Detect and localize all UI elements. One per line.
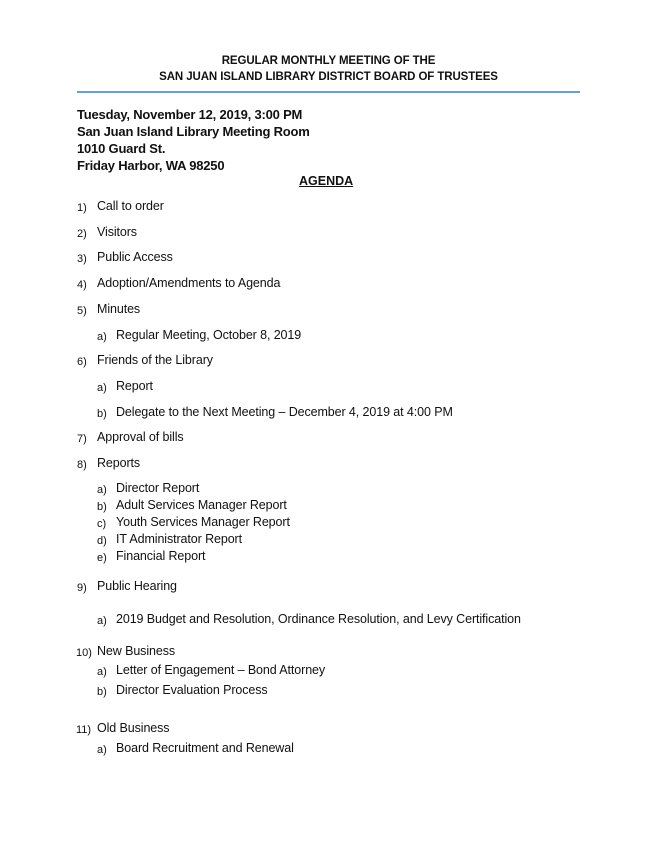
sub-item-delegate: Delegate to the Next Meeting – December 4, 2019 at 4:00 PM (116, 405, 453, 419)
agenda-item-approval-of-bills: Approval of bills (97, 430, 184, 444)
agenda-item-old-business: Old Business (97, 721, 170, 735)
item-number: 3) (77, 253, 87, 265)
item-number: 1) (77, 202, 87, 214)
sub-item-board-recruitment: Board Recruitment and Renewal (116, 741, 294, 755)
agenda-item-public-hearing: Public Hearing (97, 579, 177, 593)
sub-item-budget-resolution: 2019 Budget and Resolution, Ordinance Resolution, and Levy Certification (116, 612, 521, 626)
document-title-line1: REGULAR MONTHLY MEETING OF THE (221, 55, 436, 67)
sub-item-letter: d) (97, 535, 107, 547)
document-title-line2: SAN JUAN ISLAND LIBRARY DISTRICT BOARD OF TRUSTEES (159, 71, 498, 83)
agenda-item-friends: Friends of the Library (97, 353, 213, 367)
sub-item-letter: e) (97, 552, 107, 564)
sub-item-letter: a) (97, 666, 107, 678)
meeting-date-time: Tuesday, November 12, 2019, 3:00 PM (77, 107, 303, 122)
sub-item-letter: c) (97, 518, 107, 530)
agenda-item-visitors: Visitors (97, 225, 137, 239)
agenda-item-minutes: Minutes (97, 302, 141, 316)
agenda-heading: AGENDA (299, 174, 354, 188)
sub-item-letter: a) (97, 331, 107, 343)
sub-item-report: Report (116, 379, 153, 393)
sub-item-director-report: Director Report (116, 481, 200, 495)
item-number: 5) (77, 305, 87, 317)
item-number: 6) (77, 356, 87, 368)
sub-item-youth-services: Youth Services Manager Report (116, 515, 290, 529)
sub-item-adult-services: Adult Services Manager Report (116, 498, 287, 512)
item-number: 2) (77, 228, 87, 240)
title-divider (77, 91, 580, 93)
sub-item-letter: a) (97, 744, 107, 756)
sub-item-letter: a) (97, 615, 107, 627)
item-number: 4) (77, 279, 87, 291)
sub-item-letter: b) (97, 686, 107, 698)
sub-item-director-evaluation: Director Evaluation Process (116, 683, 268, 697)
agenda-item-public-access: Public Access (97, 250, 173, 264)
item-number: 11) (76, 724, 92, 736)
sub-item-letter: a) (97, 382, 107, 394)
agenda-item-reports: Reports (97, 456, 141, 470)
item-number: 10) (76, 647, 92, 659)
item-number: 9) (77, 582, 87, 594)
item-number: 7) (77, 433, 87, 445)
item-number: 8) (77, 459, 87, 471)
meeting-location: San Juan Island Library Meeting Room (77, 124, 310, 139)
agenda-item-new-business: New Business (97, 644, 175, 658)
meeting-city: Friday Harbor, WA 98250 (77, 158, 225, 173)
sub-item-letter: b) (97, 501, 107, 513)
sub-item-financial-report: Financial Report (116, 549, 206, 563)
agenda-item-adoption: Adoption/Amendments to Agenda (97, 276, 281, 290)
sub-item-letter: a) (97, 484, 107, 496)
sub-item-regular-meeting: Regular Meeting, October 8, 2019 (116, 328, 302, 342)
sub-item-letter-of-engagement: Letter of Engagement – Bond Attorney (116, 663, 326, 677)
sub-item-letter: b) (97, 408, 107, 420)
sub-item-it-administrator: IT Administrator Report (116, 532, 242, 546)
meeting-street: 1010 Guard St. (77, 141, 166, 156)
agenda-item-call-to-order: Call to order (97, 199, 164, 213)
